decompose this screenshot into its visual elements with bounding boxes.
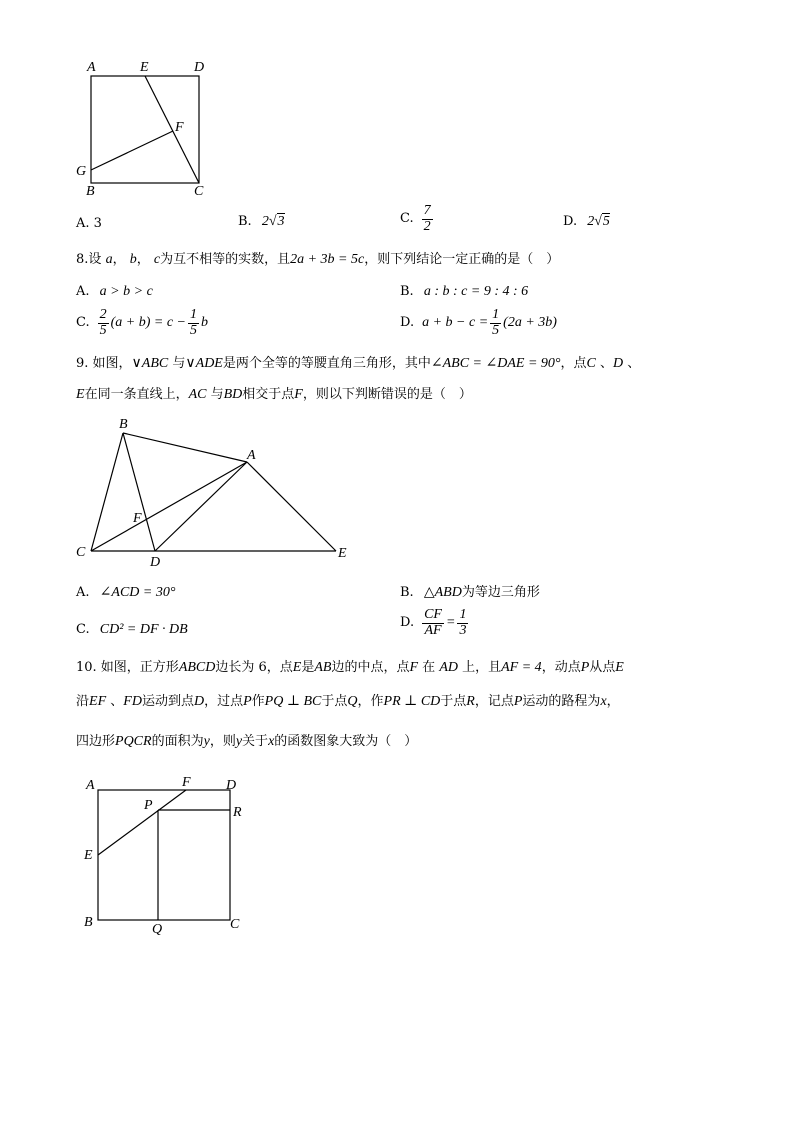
q7-segment-gf bbox=[91, 131, 173, 170]
q7-label-c: C bbox=[194, 184, 204, 199]
q7-option-d[interactable] bbox=[563, 214, 610, 231]
q10-label-c: C bbox=[230, 917, 240, 932]
q7-option-b-radical: √3 bbox=[268, 214, 285, 229]
q10-label-b: B bbox=[84, 915, 93, 930]
q7-option-c-label: C. bbox=[400, 211, 414, 227]
q10-label-f: F bbox=[182, 775, 191, 790]
q10-label-r: R bbox=[233, 805, 242, 820]
q10-stem-line1: 10. 如图，正方形ABCD边长为 6，点E是AB边的中点，点F 在 AD 上，且AF = 4，动点P从点E bbox=[76, 660, 624, 675]
q9-label-a: A bbox=[247, 448, 256, 463]
q7-label-d: D bbox=[194, 60, 205, 75]
q7-option-a-value: 3 bbox=[93, 216, 102, 231]
q8-option-c[interactable]: C. $\frac{2}{5}$ (a + b) = c − $\frac{1}{5}$ b bbox=[76, 307, 209, 338]
q7-label-b: B bbox=[86, 184, 95, 199]
q7-label-g: G bbox=[76, 164, 87, 179]
q9-label-f: F bbox=[133, 511, 142, 526]
q10-square-figure bbox=[78, 770, 258, 940]
q10-stem-line2: 沿EF 、FD运动到点D，过点P作PQ ⊥ BC于点Q，作PR ⊥ CD于点R，记点P运动的路程为x， bbox=[76, 694, 620, 709]
q7-square-figure bbox=[70, 55, 220, 205]
q10-segment-ef bbox=[98, 790, 186, 855]
q7-option-c[interactable] bbox=[400, 204, 435, 234]
q9-stem-line1: 9. 如图，∨ABC 与∨ADE是两个全等的等腰直角三角形，其中∠ABC = ∠DAE = 90°，点C 、D 、 bbox=[76, 356, 641, 371]
q9-option-a[interactable]: A. ∠ACD = 30° bbox=[76, 585, 176, 600]
q9-label-b: B bbox=[119, 417, 128, 432]
q7-option-a[interactable] bbox=[76, 216, 102, 232]
q7-option-b-label: B. bbox=[238, 214, 252, 229]
q10-stem-line3: 四边形PQCR的面积为y，则y关于x的函数图象大致为（ ） bbox=[76, 734, 418, 749]
q7-option-b[interactable] bbox=[238, 214, 285, 231]
q8-stem: 8.设 a， b， c为互不相等的实数，且2a + 3b = 5c，则下列结论一定正确的是（ ） bbox=[76, 252, 560, 267]
q9-triangles-figure bbox=[70, 412, 360, 572]
q7-option-d-radical: √5 bbox=[594, 214, 610, 229]
q7-segment-ec bbox=[145, 76, 199, 183]
q8-option-d[interactable]: D. a + b − c = $\frac{1}{5}$ (2a + 3b) bbox=[400, 307, 557, 338]
q7-option-d-label: D. bbox=[563, 214, 578, 229]
q9-stem-line2: E在同一条直线上，AC 与BD相交于点F，则以下判断错误的是（ ） bbox=[76, 387, 472, 402]
q7-option-b-coef: 2 bbox=[261, 214, 269, 229]
q7-label-f: F bbox=[175, 120, 184, 135]
q9-option-b[interactable]: B. △ABD为等边三角形 bbox=[400, 585, 540, 600]
q7-label-e: E bbox=[140, 60, 149, 75]
q7-label-a: A bbox=[87, 60, 96, 75]
q9-option-c[interactable]: C. CD² = DF · DB bbox=[76, 622, 188, 637]
q9-option-d[interactable]: D. $\frac{CF}{AF}$ = $\frac{1}{3}$ bbox=[400, 607, 467, 638]
q10-label-a: A bbox=[86, 778, 95, 793]
q7-option-d-coef: 2 bbox=[587, 214, 595, 229]
q9-label-d: D bbox=[150, 555, 161, 570]
q10-label-p: P bbox=[144, 798, 153, 813]
q7-option-c-fraction: $\frac{7}{2}$ bbox=[423, 203, 431, 234]
q9-label-c: C bbox=[76, 545, 86, 560]
q10-label-e: E bbox=[84, 848, 93, 863]
q8-option-a[interactable]: A. a > b > c bbox=[76, 284, 153, 299]
q10-label-q: Q bbox=[152, 922, 163, 937]
q10-label-d: D bbox=[226, 778, 237, 793]
q9-label-e: E bbox=[338, 546, 347, 561]
q8-option-b[interactable]: B. a : b : c = 9 : 4 : 6 bbox=[400, 284, 529, 299]
q7-option-a-label: A. bbox=[76, 216, 90, 231]
